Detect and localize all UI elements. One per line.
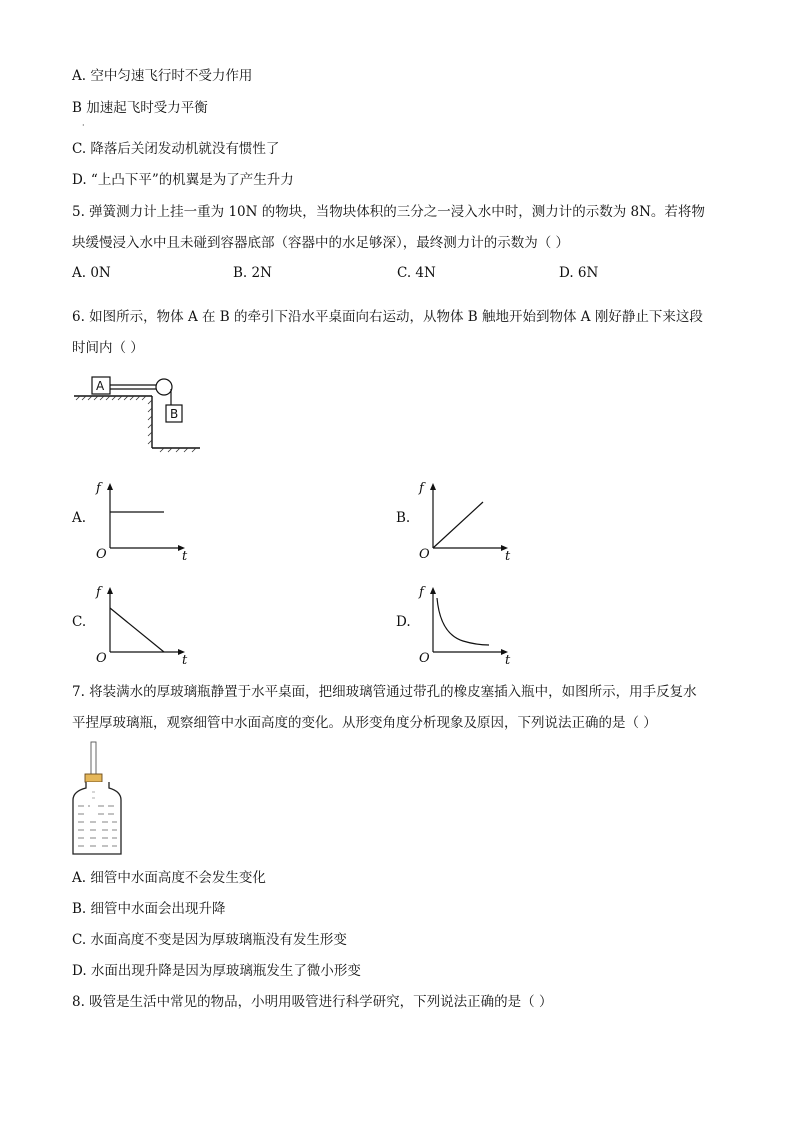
- graph-d-curve: [437, 598, 489, 645]
- q6-graph-a: [92, 476, 192, 564]
- graph-c-x-label: t: [182, 653, 188, 668]
- rubber-stopper: [85, 774, 102, 782]
- q5-stem-line-2: 块缓慢浸入水中且未碰到容器底部（容器中的水足够深），最终测力计的示数为（ ）: [72, 235, 570, 251]
- q5-stem-line-1: 5. 弹簧测力计上挂一重为 10N 的物块，当物块体积的三分之一浸入水中时，测力计的示数为 8N。若将物: [72, 204, 705, 220]
- stray-dot: ·: [82, 121, 85, 130]
- q7-stem-line-2: 平捏厚玻璃瓶，观察细管中水面高度的变化。从形变角度分析现象及原因，下列说法正确的是（ ）: [72, 715, 657, 731]
- q5-option-c: C. 4N: [397, 265, 436, 281]
- graph-d-y-label: f: [419, 585, 424, 600]
- graph-c-origin: O: [96, 651, 107, 666]
- graph-a-x-label: t: [182, 549, 188, 564]
- q7-option-b: B. 细管中水面会出现升降: [72, 901, 226, 917]
- graph-d-origin: O: [419, 651, 430, 666]
- q7-stem-line-1: 7. 将装满水的厚玻璃瓶静置于水平桌面，把细玻璃管通过带孔的橡皮塞插入瓶中，如图所示，用手反复水: [72, 684, 697, 700]
- block-b-label: B: [170, 407, 179, 421]
- pulley: [156, 379, 172, 395]
- q6-graph-label-b: B.: [396, 510, 411, 526]
- q5-option-b: B. 2N: [233, 265, 272, 281]
- q5-option-d: D. 6N: [559, 265, 599, 281]
- graph-b-x-label: t: [505, 549, 511, 564]
- q4-option-d: D. “上凸下平”的机翼是为了产生升力: [72, 172, 294, 188]
- q6-graph-c: [92, 580, 192, 668]
- q6-graph-label-a: A.: [72, 510, 87, 526]
- q6-pulley-diagram: [70, 372, 210, 454]
- q6-stem-line-1: 6. 如图所示，物体 A 在 B 的牵引下沿水平桌面向右运动，从物体 B 触地开始到物体 A 刚好静止下来这段: [72, 309, 703, 325]
- q6-graph-d: [415, 580, 515, 668]
- q6-graph-label-d: D.: [396, 614, 411, 630]
- graph-b-origin: O: [419, 547, 430, 562]
- q7-option-a: A. 细管中水面高度不会发生变化: [72, 870, 266, 886]
- graph-c-y-label: f: [96, 585, 101, 600]
- q8-stem-line-1: 8. 吸管是生活中常见的物品，小明用吸管进行科学研究，下列说法正确的是（ ）: [72, 994, 553, 1010]
- graph-b-curve: [433, 502, 483, 548]
- q7-option-d: D. 水面出现升降是因为厚玻璃瓶发生了微小形变: [72, 963, 361, 979]
- q4-option-a: A. 空中匀速飞行时不受力作用: [72, 68, 253, 84]
- graph-b-y-label: f: [419, 481, 424, 496]
- q4-option-b: B 加速起飞时受力平衡: [72, 100, 208, 116]
- q7-bottle-diagram: [68, 740, 128, 860]
- q7-option-c: C. 水面高度不变是因为厚玻璃瓶没有发生形变: [72, 932, 347, 948]
- graph-c-curve: [110, 608, 164, 652]
- graph-a-y-label: f: [96, 481, 101, 496]
- graph-a-origin: O: [96, 547, 107, 562]
- q5-option-a: A. 0N: [72, 265, 111, 281]
- graph-d-x-label: t: [505, 653, 511, 668]
- q4-option-c: C. 降落后关闭发动机就没有惯性了: [72, 141, 280, 157]
- block-a-label: A: [96, 379, 105, 393]
- q6-stem-line-2: 时间内（ ）: [72, 340, 144, 356]
- q6-graph-label-c: C.: [72, 614, 87, 630]
- q6-graph-b: [415, 476, 515, 564]
- q5-options: [72, 265, 722, 283]
